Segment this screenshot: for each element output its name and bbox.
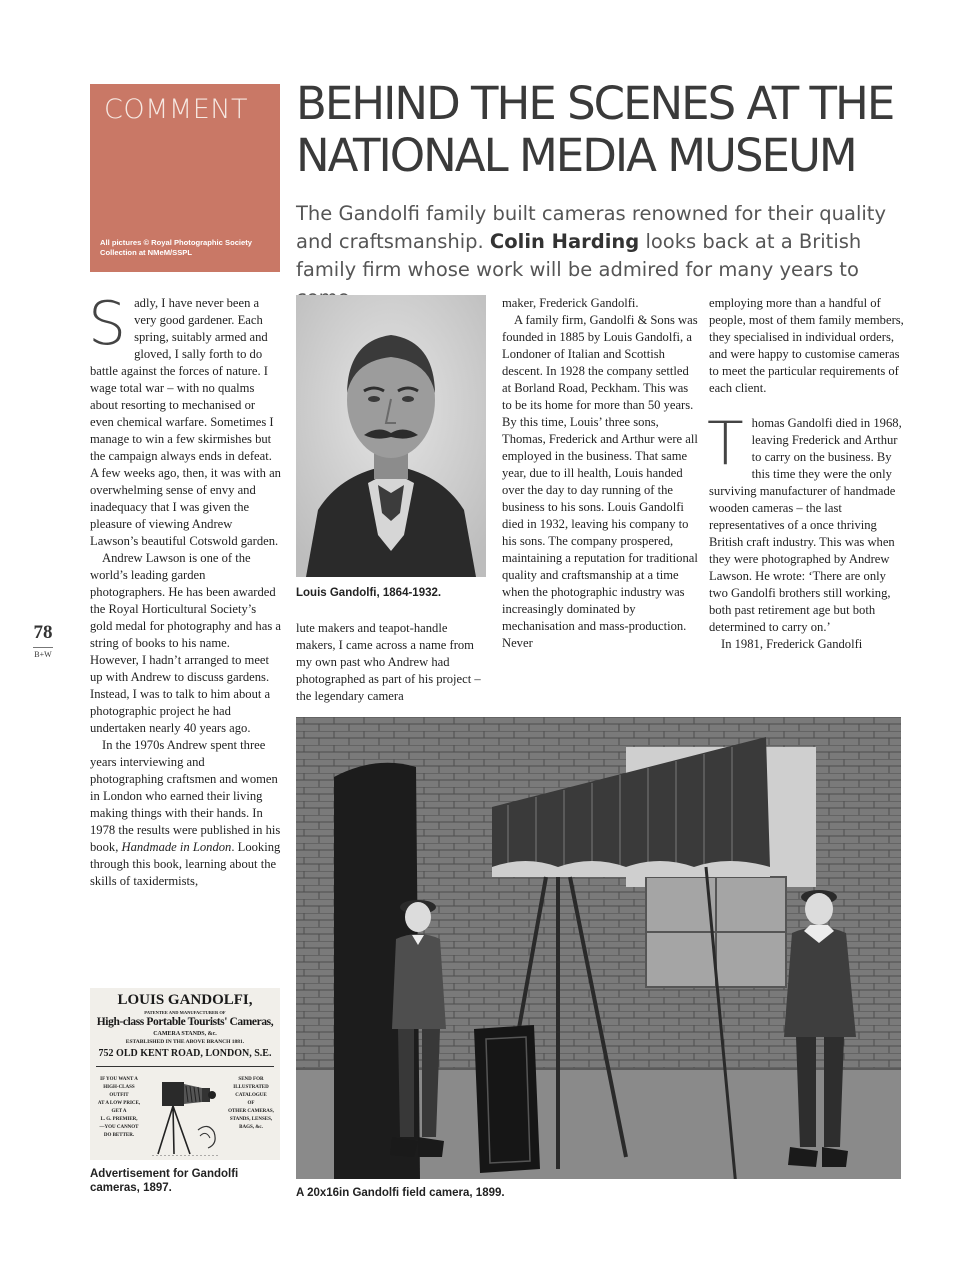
advert-caption: Advertisement for Gandolfi cameras, 1897. — [90, 1168, 239, 1194]
field-camera-scene — [296, 717, 901, 1179]
paragraph — [707, 409, 905, 636]
ad-left-line: DO BETTER. — [103, 1133, 135, 1138]
paragraph — [88, 289, 281, 550]
ad-right-line: CATALOGUE — [235, 1093, 267, 1098]
portrait-photo — [296, 295, 486, 577]
paragraph: maker, Frederick Gandolfi. — [502, 296, 639, 310]
body-column-3 — [502, 295, 698, 652]
section-box — [90, 84, 280, 272]
paragraph: Andrew Lawson is one of the world’s leading garden photographers. He has been awarded the Royal Horticultural Society’s gold medal for photography and has a string of books to his name. However, I hadn’t arranged to meet up with Andrew to discuss gardens. Instead, I was to talk to him about a photographic project he had undertaken nearly 40 years ago. — [90, 551, 281, 735]
ad-left-line: AT A LOW PRICE, — [97, 1101, 141, 1106]
ad-left-line: IF YOU WANT A — [100, 1077, 138, 1082]
ad-name: LOUIS GANDOLFI, — [117, 992, 253, 1008]
paragraph-text: . Looking through this book, learning about the skills of taxidermists, — [90, 840, 281, 888]
portrait-illustration — [296, 295, 486, 577]
drop-cap: T — [707, 409, 744, 479]
section-label: COMMENT — [104, 94, 248, 125]
ad-left-panel — [94, 1076, 144, 1140]
ad-right-panel — [226, 1076, 276, 1132]
advertisement-image — [90, 988, 280, 1160]
ad-address: 752 OLD KENT ROAD, LONDON, S.E. — [98, 1048, 272, 1059]
ad-right-line: STANDS, LENSES, — [229, 1117, 273, 1122]
paragraph: lute makers and teapot-handle makers, I came across a name from my own past who Andrew had photographed as part of his project – the legendary camera — [296, 621, 481, 703]
field-camera-photo — [296, 717, 901, 1179]
field-camera-caption: A 20x16in Gandolfi field camera, 1899. — [296, 1187, 505, 1199]
paragraph-text: In the 1970s Andrew spent three years interviewing and photographing craftsmen and women in London who earned their living making things with their hands. In 1978 the results were published in his book, — [90, 738, 281, 854]
paragraph-text: homas Gandolfi died in 1968, leaving Frederick and Arthur to carry on the business. By this time they were the only surviving manufacturer of handmade wooden cameras – the last representatives of a once thriving British craft industry. This was when they were photographed by Andrew Lawson. He wrote: ‘There are only two Gandolfi brothers still working, both past retirement age but both determined to carry on.’ — [709, 416, 902, 634]
ad-divider — [96, 1066, 274, 1067]
ad-subline: PATENTEE AND MANUFACTURER OF — [144, 1010, 226, 1015]
photo-credit: All pictures © Royal Photographic Society Collection at NMeM/SSPL — [100, 238, 253, 257]
standfirst-lead: The Gandolfi family built cameras renowned for their quality and craftsmanship. — [296, 202, 886, 253]
paragraph: A family firm, Gandolfi & Sons was founded in 1885 by Louis Gandolfi, a Londoner of Italian and Scottish descent. In 1928 the company settled at Borland Road, Peckham. This was to be its home for more than 50 years. By this time, Louis’ three sons, Thomas, Frederick and Arthur were all employed in the business. That same year, due to ill health, Louis handed over the day to day running of the business to his sons. Louis Gandolfi died in 1932, leaving his company to his sons. The company prospered, maintaining a reputation for traditional quality and craftsmanship at a time when the photographic industry was increasingly dominated by mechanisation and mass-production. Never — [502, 313, 698, 650]
ad-established: ESTABLISHED IN THE ABOVE BRANCH 1881. — [125, 1039, 245, 1045]
body-column-1 — [88, 289, 281, 890]
paragraph-text: adly, I have never been a very good gardener. Each spring, suitably armed and gloved, I sally forth to do battle against the forces of nature. I wage total war – with no qualms about resorting to mechanised or even chemical warfare. Sometimes I manage to win a few skirmishes but the campaign always ends in defeat. A few weeks ago, then, it was with an overwhelming sense of envy and inadequacy that I was given the pleasure of viewing Andrew Lawson’s beautiful Cotswold garden. — [90, 296, 281, 548]
paragraph — [90, 737, 281, 890]
folio-divider — [33, 647, 53, 648]
body-column-4 — [709, 295, 905, 653]
paragraph: employing more than a handful of people, most of them family members, they specialised in individual orders, and were happy to customise cameras to meet the particular requirements of each client. — [709, 296, 904, 395]
ad-left-line: HIGH-CLASS OUTFIT — [103, 1085, 135, 1098]
ad-product: High-class Portable Tourists' Cameras, — [96, 1016, 274, 1028]
ad-right-line: OF — [247, 1101, 255, 1106]
ad-stands: CAMERA STANDS, &c. — [153, 1031, 217, 1037]
portrait-caption: Louis Gandolfi, 1864-1932. — [296, 587, 442, 599]
drop-cap: S — [88, 289, 127, 359]
camera-engraving — [148, 1070, 224, 1156]
magazine-mark: B+W — [34, 650, 52, 659]
standfirst-rest: looks back at a British family firm whose work will be admired for many years to — [296, 230, 862, 281]
ad-right-line: OTHER CAMERAS, — [228, 1109, 274, 1114]
ad-left-line: —YOU CANNOT — [99, 1125, 139, 1130]
headline: BEHIND THE SCENES AT THE NATIONAL MEDIA MUSEUM — [296, 77, 894, 182]
ad-left-line: L. G. PREMIER, — [100, 1117, 138, 1122]
ad-right-line: BAGS, &c. — [239, 1125, 263, 1130]
ad-left-line: GET A — [111, 1109, 127, 1114]
ad-right-line: SEND FOR — [238, 1077, 264, 1082]
book-title: Handmade in London — [121, 840, 232, 854]
ad-right-line: ILLUSTRATED — [233, 1085, 269, 1090]
author-name: Colin Harding — [489, 230, 640, 253]
paragraph: In 1981, Frederick Gandolfi — [721, 637, 863, 651]
body-column-2 — [296, 620, 488, 705]
page-number: 78 — [33, 622, 53, 643]
